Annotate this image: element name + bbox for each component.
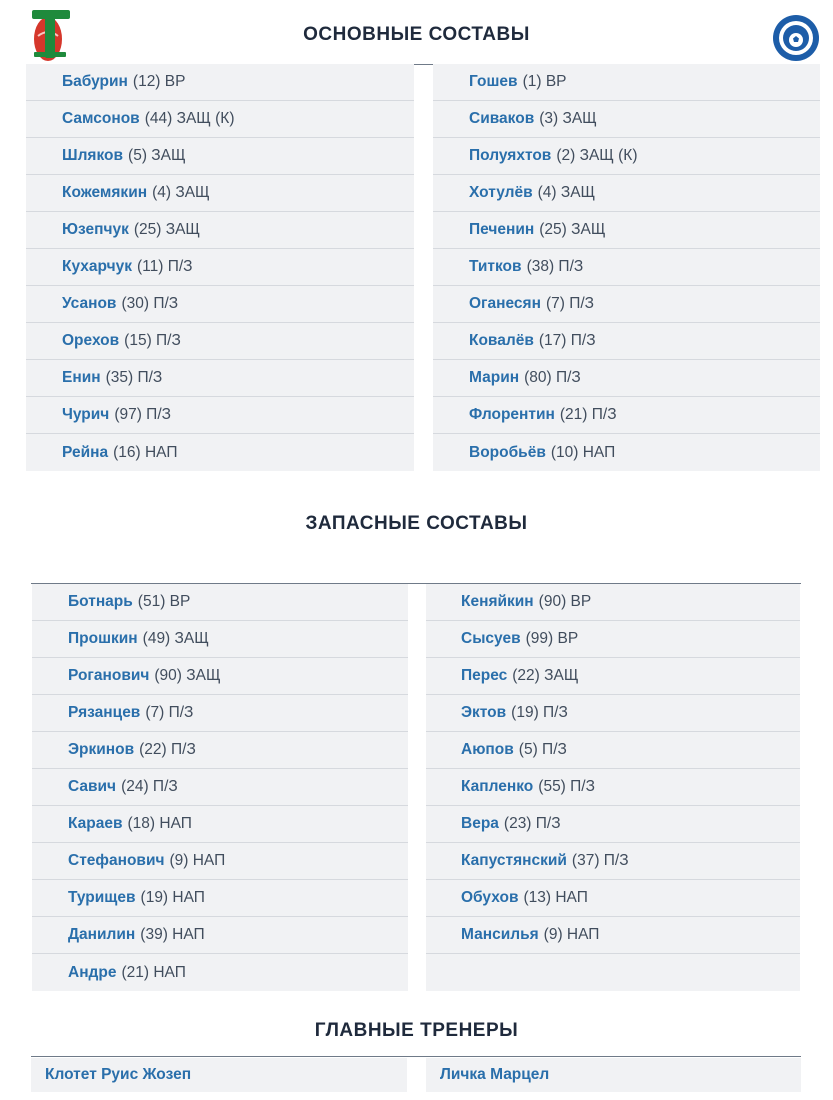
- coaches-title-rule: [31, 1056, 801, 1057]
- player-name[interactable]: Роганович: [68, 667, 150, 684]
- player-row: [26, 434, 414, 471]
- player-name[interactable]: Ботнарь: [68, 593, 133, 610]
- player-number-position: (15) П/З: [124, 332, 181, 349]
- player-name[interactable]: Эркинов: [68, 741, 135, 758]
- player-number-position: (4) ЗАЩ: [152, 184, 210, 201]
- player-row: [433, 175, 820, 212]
- player-row: [32, 806, 408, 843]
- player-row: [426, 880, 800, 917]
- player-number-position: (19) НАП: [140, 889, 205, 906]
- player-name[interactable]: Бабурин: [62, 73, 128, 90]
- player-name[interactable]: Хотулёв: [469, 184, 533, 201]
- player-row: [426, 843, 800, 880]
- player-row: [32, 584, 408, 621]
- player-row: [32, 843, 408, 880]
- player-name[interactable]: Самсонов: [62, 110, 140, 127]
- player-number-position: (16) НАП: [113, 443, 178, 461]
- player-row: [426, 917, 800, 954]
- player-row: [433, 397, 820, 434]
- head-coaches-title: ГЛАВНЫЕ ТРЕНЕРЫ: [314, 1020, 519, 1041]
- player-number-position: (5) П/З: [518, 741, 567, 758]
- player-name[interactable]: Ковалёв: [469, 332, 534, 349]
- player-row: [26, 286, 414, 323]
- player-row: [426, 769, 800, 806]
- player-row: [426, 806, 800, 843]
- player-name[interactable]: Полуяхтов: [469, 147, 552, 164]
- player-number-position: (9) НАП: [543, 926, 600, 943]
- starting-home-list: [26, 64, 414, 471]
- player-name[interactable]: Марин: [469, 369, 520, 386]
- player-name[interactable]: Вера: [461, 815, 499, 832]
- player-name[interactable]: Турищев: [68, 889, 136, 906]
- substitutes-title: ЗАПАСНЫЕ СОСТАВЫ: [305, 513, 528, 534]
- player-number-position: (10) НАП: [550, 443, 616, 461]
- player-number-position: (21) П/З: [559, 406, 617, 423]
- away-coach: [426, 1058, 801, 1092]
- substitutes-home-list: [32, 584, 408, 991]
- player-number-position: (38) П/З: [526, 258, 584, 275]
- player-row: [433, 212, 820, 249]
- substitutes-away-list: [426, 584, 800, 991]
- player-number-position: (80) П/З: [524, 369, 581, 386]
- player-number-position: (30) П/З: [121, 295, 179, 312]
- player-number-position: (13) НАП: [523, 889, 588, 906]
- player-number-position: (3) ЗАЩ: [539, 110, 597, 127]
- player-number-position: (24) П/З: [121, 778, 178, 795]
- player-name[interactable]: Андре: [68, 963, 117, 981]
- player-number-position: (9) НАП: [169, 852, 226, 869]
- player-name[interactable]: Данилин: [68, 926, 136, 943]
- player-name[interactable]: Флорентин: [469, 406, 555, 423]
- player-row: [433, 101, 820, 138]
- player-name[interactable]: Шляков: [62, 147, 124, 164]
- player-row: [426, 954, 800, 991]
- player-row: [26, 249, 414, 286]
- player-number-position: (25) ЗАЩ: [539, 221, 606, 238]
- player-number-position: (19) П/З: [511, 704, 568, 721]
- player-number-position: (7) П/З: [545, 295, 594, 312]
- player-number-position: (4) ЗАЩ: [537, 184, 596, 201]
- player-name[interactable]: Караев: [68, 815, 123, 832]
- player-number-position: (55) П/З: [538, 778, 595, 795]
- player-row: [26, 64, 414, 101]
- player-row: [426, 584, 800, 621]
- player-name[interactable]: Титков: [469, 258, 522, 275]
- player-name[interactable]: Рязанцев: [68, 704, 141, 721]
- player-number-position: (7) П/З: [145, 704, 194, 721]
- player-name[interactable]: Сысуев: [461, 630, 521, 647]
- player-row: [26, 323, 414, 360]
- player-number-position: (37) П/З: [571, 852, 629, 869]
- player-name[interactable]: Кеняйкин: [461, 593, 534, 610]
- player-name[interactable]: Капленко: [461, 778, 534, 795]
- player-name[interactable]: Усанов: [62, 295, 117, 312]
- player-name[interactable]: Эктов: [461, 704, 507, 721]
- player-row: [32, 732, 408, 769]
- player-row: [433, 434, 820, 471]
- player-name[interactable]: Стефанович: [68, 852, 165, 869]
- player-name[interactable]: Кухарчук: [62, 258, 132, 275]
- player-row: [433, 286, 820, 323]
- player-row: [26, 101, 414, 138]
- player-row: [426, 732, 800, 769]
- player-number-position: (18) НАП: [127, 815, 192, 832]
- player-number-position: (35) П/З: [105, 369, 163, 386]
- player-name[interactable]: Прошкин: [68, 630, 138, 647]
- player-number-position: (22) ЗАЩ: [512, 667, 579, 684]
- player-name[interactable]: Перес: [461, 667, 508, 684]
- player-name[interactable]: Кожемякин: [62, 184, 148, 201]
- player-row: [32, 769, 408, 806]
- player-number-position: (1) ВР: [522, 73, 567, 90]
- player-number-position: (90) ЗАЩ: [154, 667, 221, 684]
- player-number-position: (23) П/З: [503, 815, 561, 832]
- home-coach-name[interactable]: Клотет Руис Жозеп: [45, 1066, 192, 1083]
- player-number-position: (11) П/З: [136, 258, 193, 275]
- player-number-position: (25) ЗАЩ: [133, 221, 200, 238]
- player-number-position: (12) ВР: [132, 73, 186, 90]
- player-number-position: (2) ЗАЩ (К): [556, 147, 638, 164]
- player-name[interactable]: Капустянский: [461, 852, 567, 869]
- player-row: [433, 323, 820, 360]
- player-row: [433, 249, 820, 286]
- player-name[interactable]: Воробьёв: [469, 443, 546, 461]
- player-name[interactable]: Гошев: [469, 73, 518, 90]
- player-row: [433, 360, 820, 397]
- player-row: [26, 212, 414, 249]
- player-name[interactable]: Орехов: [62, 332, 120, 349]
- player-name[interactable]: Савич: [68, 778, 117, 795]
- player-number-position: (97) П/З: [114, 406, 171, 423]
- player-name[interactable]: Енин: [62, 369, 101, 386]
- player-number-position: (99) ВР: [525, 630, 579, 647]
- player-name[interactable]: Печенин: [469, 221, 535, 238]
- player-row: [433, 64, 820, 101]
- player-name[interactable]: Обухов: [461, 889, 519, 906]
- player-row: [32, 880, 408, 917]
- away-coach-name[interactable]: Личка Марцел: [440, 1066, 550, 1083]
- home-coach: [31, 1058, 407, 1092]
- player-number-position: (22) П/З: [139, 741, 196, 758]
- player-number-position: (90) ВР: [538, 593, 592, 610]
- player-row: [32, 917, 408, 954]
- player-number-position: (44) ЗАЩ (К): [144, 110, 235, 127]
- player-row: [426, 695, 800, 732]
- player-name[interactable]: Рейна: [62, 443, 109, 461]
- player-row: [32, 695, 408, 732]
- player-row: [426, 658, 800, 695]
- player-name[interactable]: Сиваков: [469, 110, 535, 127]
- player-number-position: (49) ЗАЩ: [142, 630, 209, 647]
- player-row: [26, 138, 414, 175]
- starting-away-list: [433, 64, 820, 471]
- player-number-position: (51) ВР: [137, 593, 191, 610]
- player-row: [26, 397, 414, 434]
- player-row: [32, 954, 408, 991]
- player-row: [433, 138, 820, 175]
- player-name[interactable]: Юзепчук: [62, 221, 129, 238]
- player-number-position: (5) ЗАЩ: [128, 147, 186, 164]
- player-name[interactable]: Оганесян: [469, 295, 541, 312]
- player-name[interactable]: Чурич: [62, 406, 110, 423]
- starting-lineups-title: ОСНОВНЫЕ СОСТАВЫ: [303, 24, 530, 45]
- player-name[interactable]: Аюпов: [461, 741, 514, 758]
- player-number-position: (17) П/З: [538, 332, 596, 349]
- player-number-position: (39) НАП: [140, 926, 205, 943]
- player-row: [32, 621, 408, 658]
- player-row: [32, 658, 408, 695]
- player-row: [426, 621, 800, 658]
- player-row: [26, 175, 414, 212]
- player-number-position: (21) НАП: [121, 963, 186, 981]
- player-name[interactable]: Мансилья: [461, 926, 539, 943]
- player-row: [26, 360, 414, 397]
